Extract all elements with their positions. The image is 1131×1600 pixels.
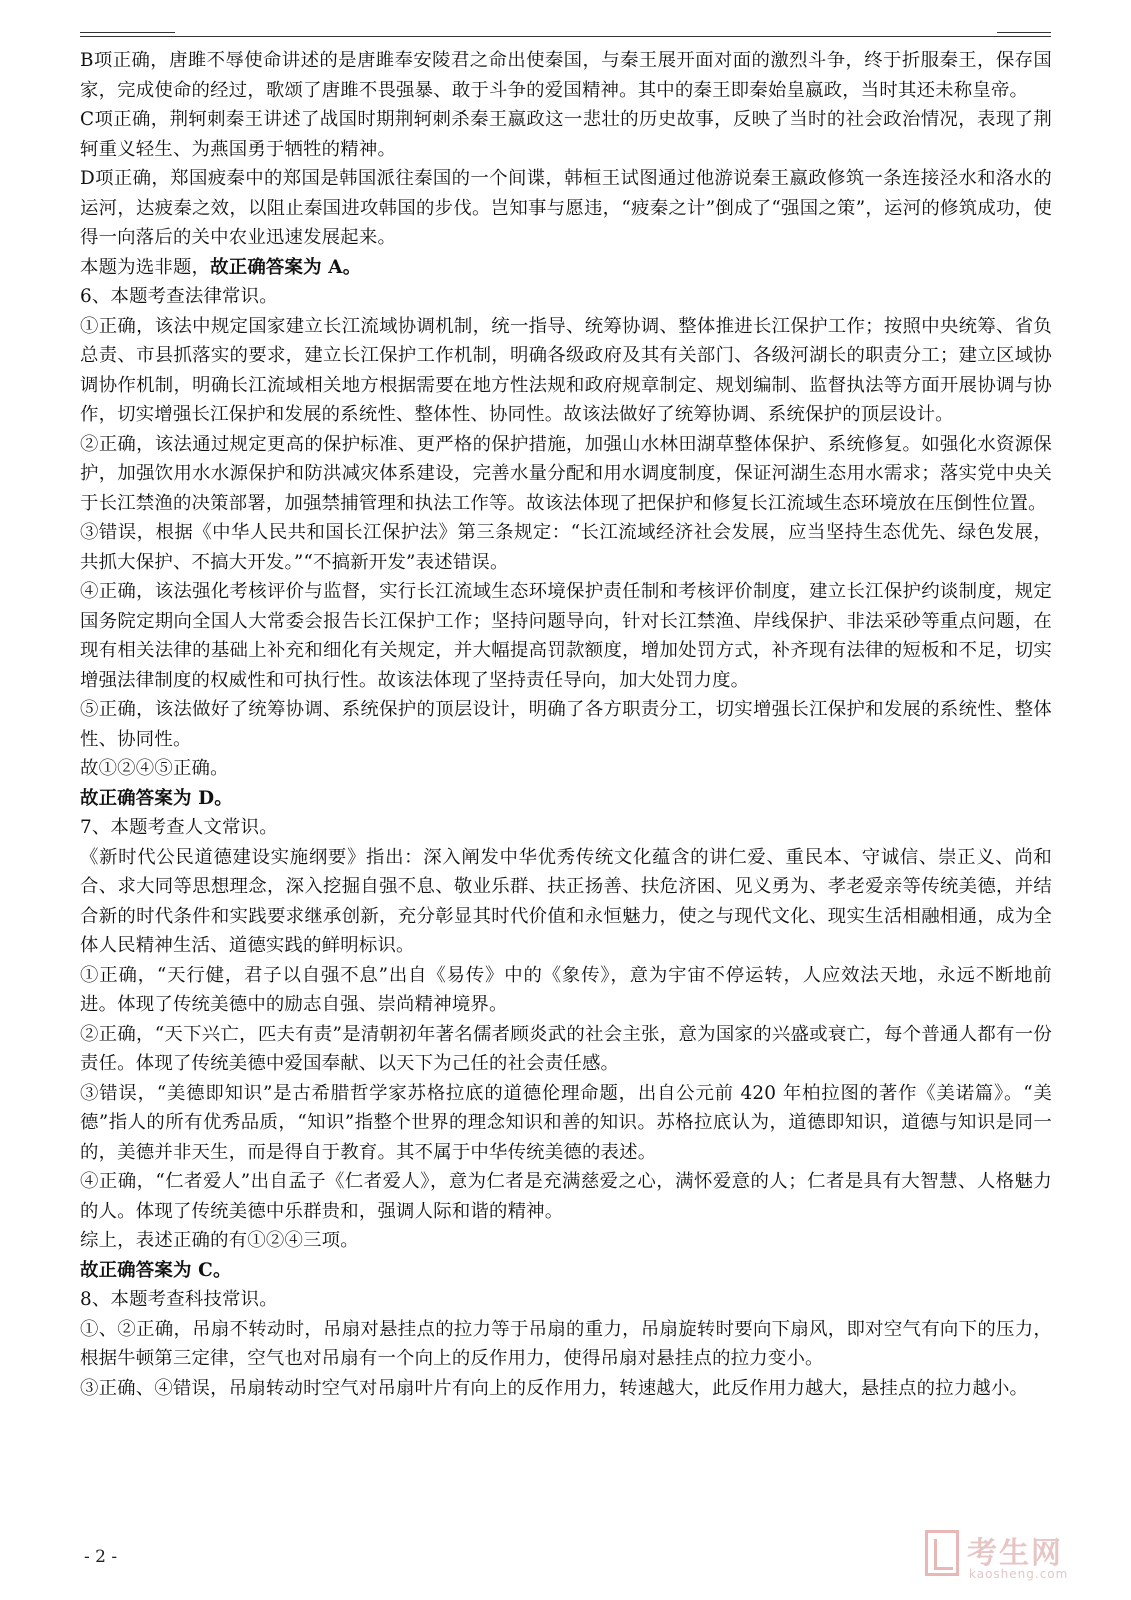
q6-item-4: ④正确，该法强化考核评价与监督，实行长江流域生态环境保护责任制和考核评价制度，建立长江保护约谈制度，规定国务院定期向全国人大常委会报告长江保护工作；坚持问题导向，针对长江禁渔、岸线保护、非法采砂等重点问题，在现有相关法律的基础上补充和细化有关规定，并大幅提高罚款额度，增加处罚方式，补齐现有法律的短板和不足，切实增强法律制度的权威性和可执行性。故该法体现了坚持责任导向，加大处罚力度。: [80, 581, 1052, 691]
q6-summary: 故①②④⑤正确。: [80, 758, 229, 779]
answer-line-q5: [80, 253, 1052, 283]
q8-item-3-4: ③正确、④错误，吊扇转动时空气对吊扇叶片有向上的反作用力，转速越大，此反作用力越大，悬挂点的拉力越小。: [80, 1377, 1029, 1399]
answer-note: 本题为选非题，: [80, 256, 211, 278]
q7-item-3: ③错误，“美德即知识”是古希腊哲学家苏格拉底的道德伦理命题，出自公元前 420 年柏拉图的著作《美诺篇》。“美德”指人的所有优秀品质，“知识”指整个世界的理念知识和善的知识。苏格拉底认为，道德即知识，道德与知识是同一的，美德并非天生，而是得自于教育。其不属于中华传统美德的表述。: [80, 1082, 1052, 1163]
answer-q5: 故正确答案为 A。: [210, 256, 362, 278]
question-8-heading: 8、本题考查科技常识。: [80, 1289, 278, 1310]
answer-q7: 故正确答案为 C。: [80, 1259, 232, 1281]
question-6-heading: 6、本题考查法律常识。: [80, 286, 278, 307]
question-7-heading: 7、本题考查人文常识。: [80, 817, 278, 838]
header-rule-left: [80, 32, 175, 33]
q6-item-5: ⑤正确，该法做好了统筹协调、系统保护的顶层设计，明确了各方职责分工，切实增强长江保护和发展的系统性、整体性、协同性。: [80, 699, 1052, 750]
paragraph-option-b: B项正确，唐雎不辱使命讲述的是唐雎奉安陵君之命出使秦国，与秦王展开面对面的激烈斗争，终于折服秦王，保存国家，完成使命的经过，歌颂了唐雎不畏强暴、敢于斗争的爱国精神。其中的秦王即秦始皇嬴政，当时其还未称皇帝。: [80, 50, 1052, 101]
paragraph-option-c: C项正确，荆轲刺秦王讲述了战国时期荆轲刺杀秦王嬴政这一悲壮的历史故事，反映了当时的社会政治情况，表现了荆轲重义轻生、为燕国勇于牺牲的精神。: [80, 109, 1052, 160]
q7-intro: 《新时代公民道德建设实施纲要》指出：深入阐发中华优秀传统文化蕴含的讲仁爱、重民本、守诚信、崇正义、尚和合、求大同等思想理念，深入挖掘自强不息、敬业乐群、扶正扬善、扶危济困、见义勇为、孝老爱亲等传统美德，并结合新的时代条件和实践要求继承创新，充分彰显其时代价值和永恒魅力，使之与现代文化、现实生活相融相通，成为全体人民精神生活、道德实践的鲜明标识。: [80, 846, 1052, 956]
header-rule: [80, 36, 1051, 37]
q7-summary: 综上，表述正确的有①②④三项。: [80, 1230, 359, 1251]
watermark-url: kaosheng.com: [969, 1567, 1069, 1581]
q6-item-2: ②正确，该法通过规定更高的保护标准、更严格的保护措施，加强山水林田湖草整体保护、系统修复。如强化水资源保护，加强饮用水水源保护和防洪减灾体系建设，完善水量分配和用水调度制度，保证河湖生态用水需求；落实党中央关于长江禁渔的决策部署，加强禁捕管理和执法工作等。故该法体现了把保护和修复长江流域生态环境放在压倒性位置。: [80, 433, 1052, 514]
q6-item-1: ①正确，该法中规定国家建立长江流域协调机制，统一指导、统筹协调、整体推进长江保护工作；按照中央统筹、省负总责、市县抓落实的要求，建立长江保护工作机制，明确各级政府及其有关部门、各级河湖长的职责分工；建立区域协调协作机制，明确长江流域相关地方根据需要在地方性法规和政府规章制定、规划编制、监督执法等方面开展协调与协作，切实增强长江保护和发展的系统性、整体性、协同性。故该法做好了统筹协调、系统保护的顶层设计。: [80, 315, 1052, 425]
paragraph-option-d: D项正确，郑国疲秦中的郑国是韩国派往秦国的一个间谍，韩桓王试图通过他游说秦王嬴政修筑一条连接泾水和洛水的运河，达疲秦之效，以阻止秦国进攻韩国的步伐。岂知事与愿违，“疲秦之计”倒成了“强国之策”，运河的修筑成功，使得一向落后的关中农业迅速发展起来。: [80, 168, 1052, 248]
watermark-logo-icon: [925, 1530, 959, 1576]
header-rule-right: [997, 32, 1051, 33]
q7-item-4: ④正确，“仁者爱人”出自孟子《仁者爱人》，意为仁者是充满慈爱之心，满怀爱意的人；仁者是具有大智慧、人格魅力的人。体现了传统美德中乐群贵和，强调人际和谐的精神。: [80, 1171, 1052, 1222]
watermark: [925, 1528, 1085, 1584]
q6-item-3: ③错误，根据《中华人民共和国长江保护法》第三条规定：“长江流域经济社会发展，应当坚持生态优先、绿色发展，共抓大保护、不搞大开发。”“不搞新开发”表述错误。: [80, 522, 1052, 573]
q8-item-1-2: ①、②正确，吊扇不转动时，吊扇对悬挂点的拉力等于吊扇的重力，吊扇旋转时要向下扇风，即对空气有向下的压力，根据牛顿第三定律，空气也对吊扇有一个向上的反作用力，使得吊扇对悬挂点的拉力变小。: [80, 1318, 1052, 1369]
page-number: - 2 -: [84, 1547, 118, 1567]
document-body: [80, 46, 1052, 1403]
answer-q6: 故正确答案为 D。: [80, 787, 233, 809]
watermark-title: 考生网: [967, 1536, 1063, 1571]
q7-item-1: ①正确，“天行健，君子以自强不息”出自《易传》中的《象传》，意为宇宙不停运转，人应效法天地，永远不断地前进。体现了传统美德中的励志自强、崇尚精神境界。: [80, 964, 1052, 1015]
q7-item-2: ②正确，“天下兴亡，匹夫有责”是清朝初年著名儒者顾炎武的社会主张，意为国家的兴盛或衰亡，每个普通人都有一份责任。体现了传统美德中爱国奉献、以天下为己任的社会责任感。: [80, 1023, 1052, 1074]
